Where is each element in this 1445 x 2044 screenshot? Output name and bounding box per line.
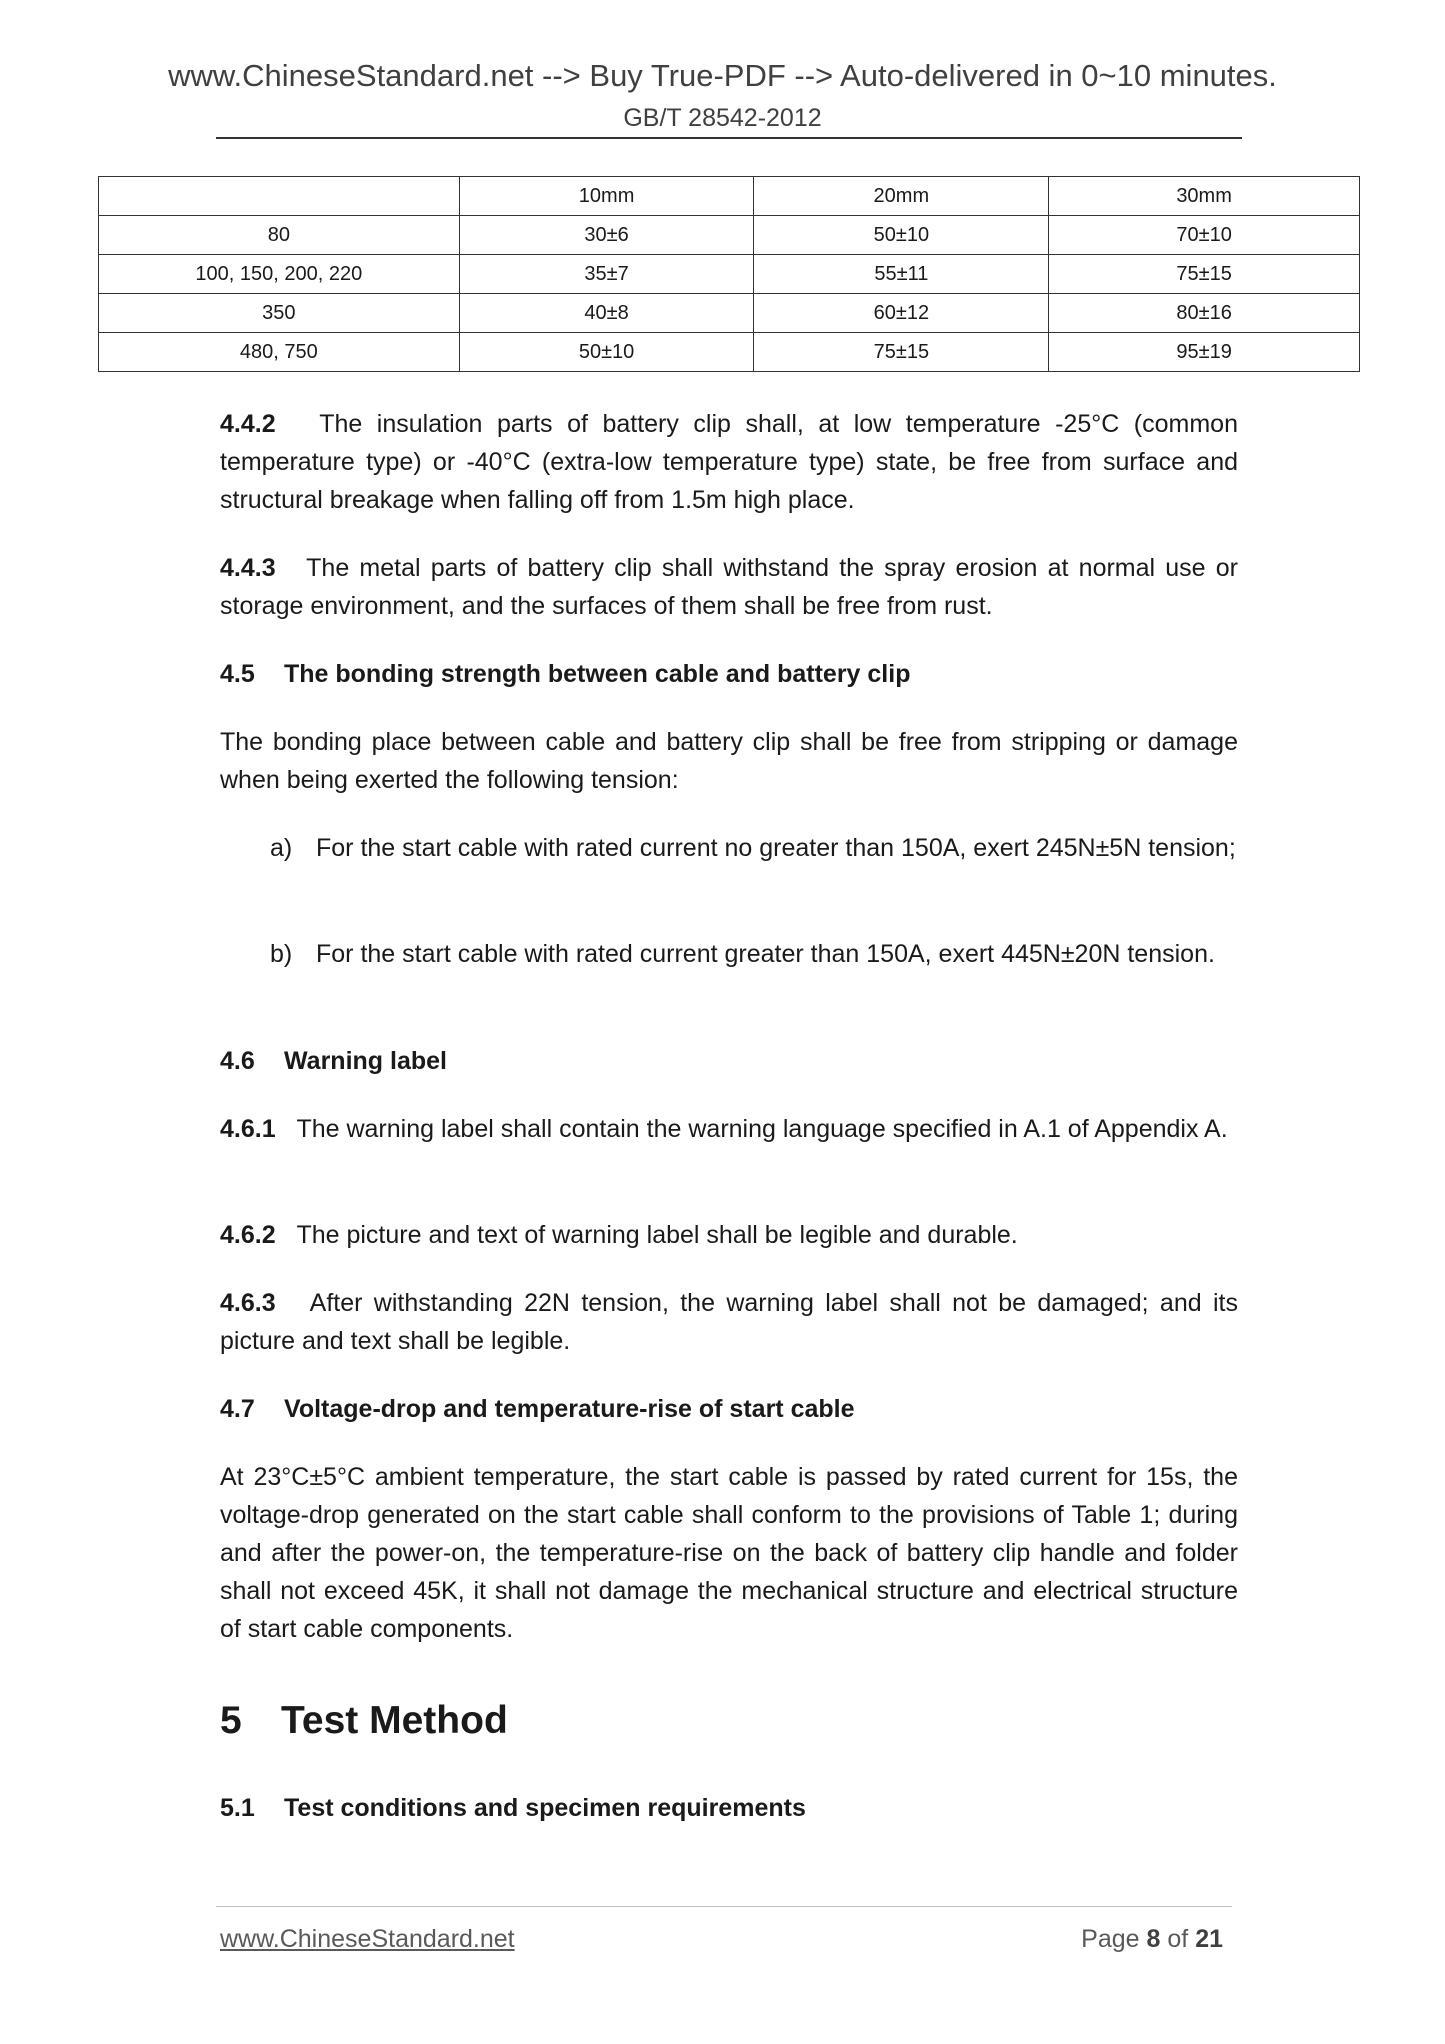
section-title: Test conditions and specimen requirements [284, 1794, 806, 1822]
table-row [99, 333, 1360, 372]
section-number: 4.6 [220, 1047, 255, 1075]
page-number [1081, 1925, 1223, 1954]
header-banner: www.ChineseStandard.net --> Buy True-PDF --> Auto-delivered in 0~10 minutes. [168, 58, 1277, 93]
table-cell: 95±19 [1049, 333, 1360, 372]
table-cell: 100, 150, 200, 220 [99, 255, 460, 294]
chapter-title: Test Method [281, 1699, 508, 1742]
section-number: 5.1 [220, 1794, 255, 1822]
chapter-number: 5 [220, 1699, 242, 1742]
table-cell [99, 177, 460, 216]
table-cell: 50±10 [754, 216, 1049, 255]
table-cell: 80 [99, 216, 460, 255]
heading-5-1 [220, 1789, 806, 1827]
section-4-7-body: At 23°C±5°C ambient temperature, the start cable is passed by rated current for 15s, the voltage-drop generated on the start cable shall conform to the provisions of Table 1; during and after the power-on, the temperature-rise on the back of battery clip handle and folder shall not exceed 45K, it shall not damage the mechanical structure and electrical structure of start cable components. [220, 1463, 1238, 1643]
list-text: For the start cable with rated current greater than 150A, exert 445N±20N tension. [316, 940, 1215, 968]
clause-text: The insulation parts of battery clip shall, at low temperature -25°C (common temperature type) or -40°C (extra-low temperature type) state, be free from surface and structural breakage when falling off from 1.5m high place. [220, 410, 1238, 514]
table-cell: 35±7 [459, 255, 754, 294]
clause-number: 4.6.3 [220, 1289, 276, 1317]
page-of: of [1167, 1925, 1189, 1953]
standard-number: GB/T 28542-2012 [623, 104, 822, 132]
page-total: 21 [1195, 1925, 1223, 1953]
clause-number: 4.4.3 [220, 554, 276, 582]
table-cell: 70±10 [1049, 216, 1360, 255]
heading-4-5 [220, 655, 910, 693]
list-text: For the start cable with rated current no greater than 150A, exert 245N±5N tension; [316, 834, 1236, 862]
clause-text: The metal parts of battery clip shall withstand the spray erosion at normal use or storage environment, and the surfaces of them shall be free from rust. [220, 554, 1238, 620]
header-divider [216, 137, 1242, 139]
clause-number: 4.4.2 [220, 410, 276, 438]
table-cell: 350 [99, 294, 460, 333]
section-title: Warning label [284, 1047, 447, 1075]
table-cell: 50±10 [459, 333, 754, 372]
heading-4-6 [220, 1042, 447, 1080]
list-item [270, 829, 1238, 867]
table-row [99, 294, 1360, 333]
section-4-5-intro: The bonding place between cable and battery clip shall be free from stripping or damage when being exerted the following tension: [220, 728, 1238, 794]
clause-number: 4.6.1 [220, 1115, 276, 1143]
table-cell: 10mm [459, 177, 754, 216]
clause-4-6-3 [220, 1284, 1238, 1360]
table-cell: 20mm [754, 177, 1049, 216]
list-marker: a) [270, 834, 293, 862]
page-prefix: Page [1081, 1925, 1140, 1953]
list-item [270, 935, 1238, 973]
table-header-row [99, 177, 1360, 216]
footer-divider [216, 1906, 1232, 1907]
table-cell: 30±6 [459, 216, 754, 255]
table-row [99, 216, 1360, 255]
heading-5 [220, 1699, 508, 1743]
clause-4-4-3 [220, 549, 1238, 625]
section-title: The bonding strength between cable and battery clip [284, 660, 911, 688]
table-cell: 80±16 [1049, 294, 1360, 333]
clause-4-6-1 [220, 1110, 1238, 1148]
section-title: Voltage-drop and temperature-rise of start cable [284, 1395, 855, 1423]
table-cell: 75±15 [1049, 255, 1360, 294]
clause-4-4-2 [220, 405, 1238, 519]
list-marker: b) [270, 940, 293, 968]
footer-site-link[interactable]: www.ChineseStandard.net [220, 1925, 515, 1953]
table-cell: 480, 750 [99, 333, 460, 372]
clause-text: The warning label shall contain the warning language specified in A.1 of Appendix A. [296, 1115, 1228, 1143]
page-current: 8 [1146, 1925, 1161, 1953]
table-row [99, 255, 1360, 294]
clause-text: The picture and text of warning label shall be legible and durable. [296, 1221, 1018, 1249]
table-cell: 30mm [1049, 177, 1360, 216]
table-cell: 60±12 [754, 294, 1049, 333]
clause-4-6-2 [220, 1216, 1238, 1254]
clause-number: 4.6.2 [220, 1221, 276, 1249]
clause-text: After withstanding 22N tension, the warning label shall not be damaged; and its picture and text shall be legible. [220, 1289, 1238, 1355]
spec-table [98, 176, 1360, 372]
table-cell: 55±11 [754, 255, 1049, 294]
table-cell: 40±8 [459, 294, 754, 333]
table-cell: 75±15 [754, 333, 1049, 372]
section-number: 4.5 [220, 660, 255, 688]
heading-4-7 [220, 1390, 855, 1428]
section-number: 4.7 [220, 1395, 255, 1423]
